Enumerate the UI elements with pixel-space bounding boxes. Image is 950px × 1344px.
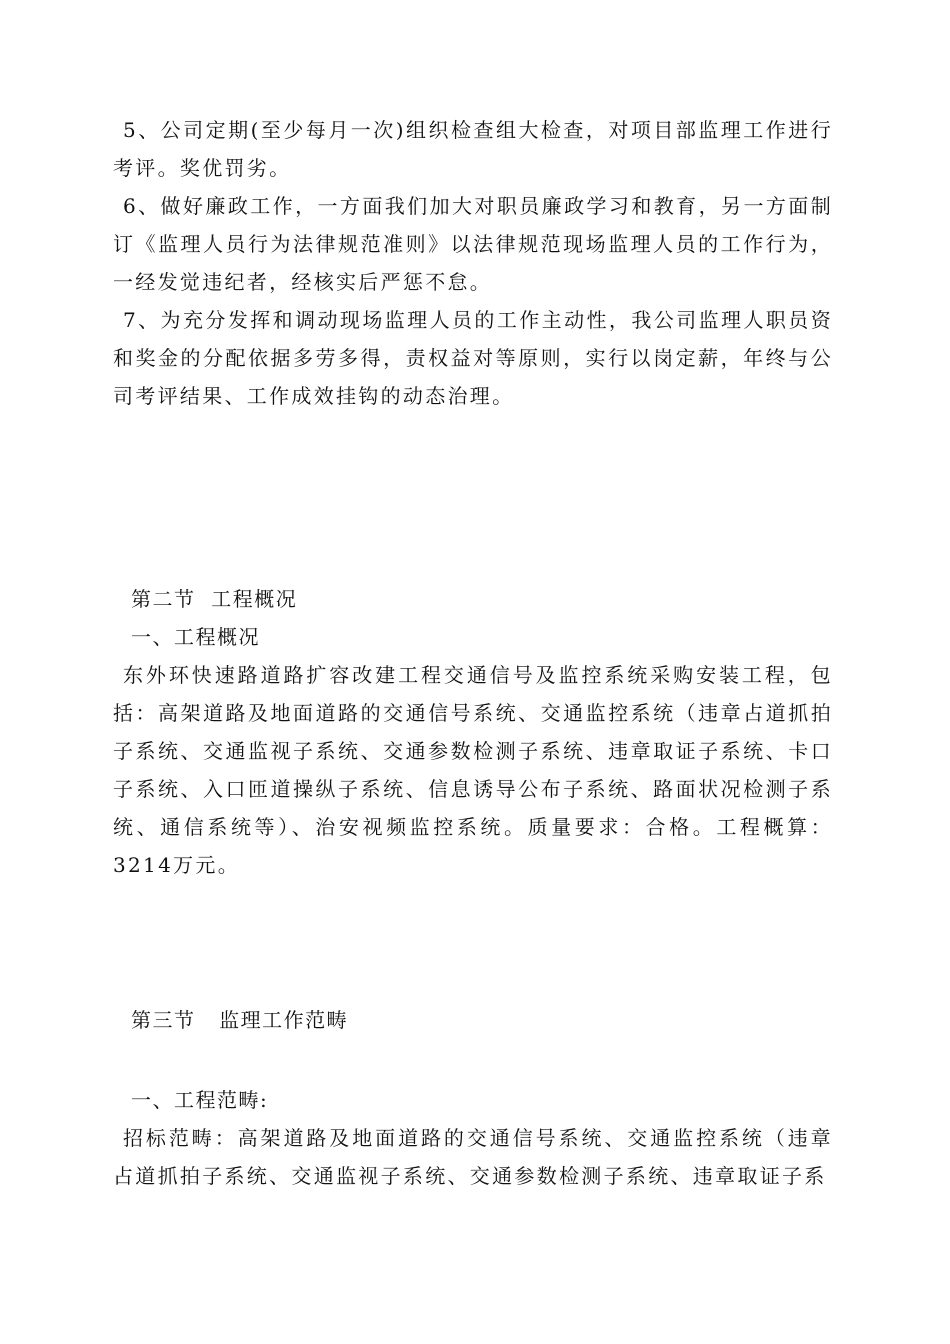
measure-item-5: 5、公司定期(至少每月一次)组织检查组大检查，对项目部监理工作进行考评。奖优罚劣。	[113, 118, 833, 180]
management-measures-list	[113, 111, 833, 415]
project-overview-paragraph: 东外环快速路道路扩容改建工程交通信号及监控系统采购安装工程，包括：高架道路及地面道路的交通信号系统、交通监控系统（违章占道抓拍子系统、交通监视子系统、交通参数检测子系统、违章取证子系统、卡口子系统、入口匝道操纵子系统、信息诱导公布子系统、路面状况检测子系统、通信系统等）、治安视频监控系统。质量要求：合格。工程概算：3214万元。	[113, 663, 833, 877]
section-2-body-block	[113, 656, 833, 884]
section-3-body-block	[113, 1119, 833, 1195]
section-3-title: 第三节 监理工作范畴	[131, 1008, 349, 1032]
section-3-subtitle: 一、工程范畴:	[131, 1088, 269, 1112]
section-2-title: 第二节 工程概况	[131, 587, 298, 611]
bidding-scope-paragraph: 招标范畴：高架道路及地面道路的交通信号系统、交通监控系统（违章占道抓拍子系统、交通监视子系统、交通参数检测子系统、违章取证子系	[113, 1126, 833, 1188]
measure-item-7: 7、为充分发挥和调动现场监理人员的工作主动性，我公司监理人职员资和奖金的分配依据多劳多得，责权益对等原则，实行以岗定薪，年终与公司考评结果、工作成效挂钩的动态治理。	[113, 308, 833, 408]
section-2-subtitle: 一、工程概况	[131, 625, 260, 649]
measure-item-6: 6、做好廉政工作，一方面我们加大对职员廉政学习和教育，另一方面制订《监理人员行为法律规范准则》以法律规范现场监理人员的工作行为，一经发觉违纪者，经核实后严惩不怠。	[113, 194, 833, 294]
